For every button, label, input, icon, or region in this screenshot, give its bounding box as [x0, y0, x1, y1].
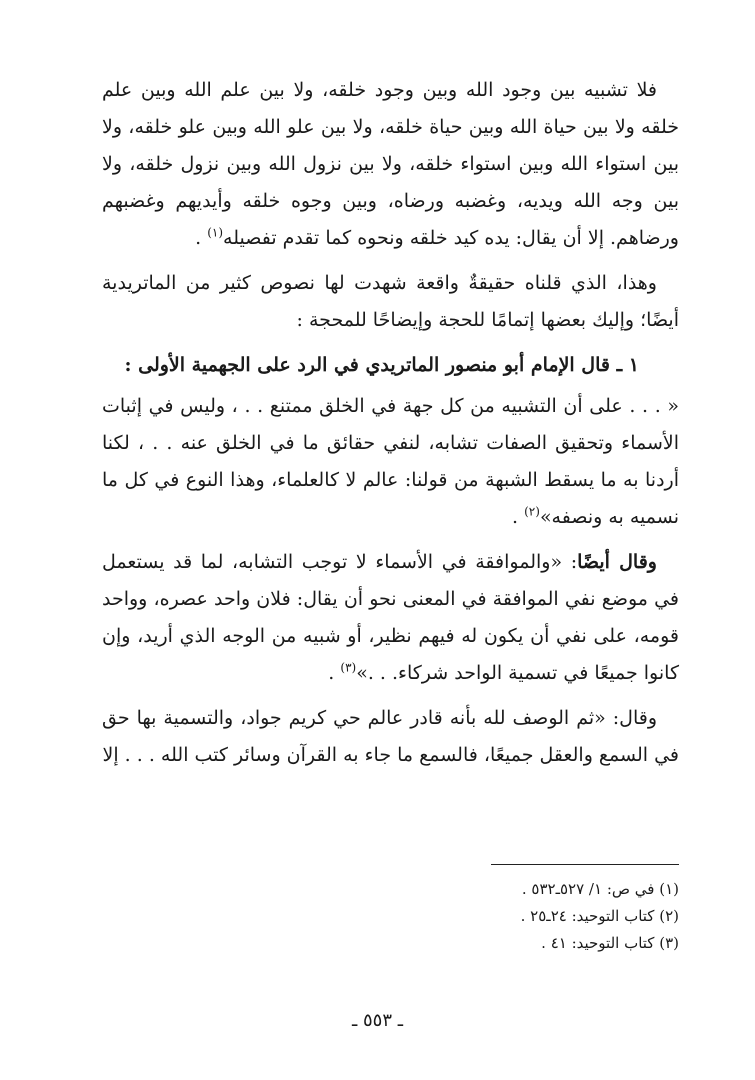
footnote-1: (١) في ص: ١/ ٥٢٧ـ٥٣٢ .: [521, 880, 679, 898]
paragraph-quote-1-end: .: [512, 506, 525, 528]
page-number: ـ ٥٥٣ ـ: [351, 1010, 403, 1031]
paragraph-2-text: وهذا، الذي قلناه حقيقةٌ واقعة شهدت لها نصوص كثير من الماتريدية أيضًا؛ وإليك بعضها إتمامًا للحجة وإيضاحًا للمحجة :: [102, 272, 679, 331]
footnote-separator: [491, 864, 679, 865]
paragraph-quote-1-text: « . . . على أن التشبيه من كل جهة في الخلق ممتنع . . ، وليس في إثبات الأسماء وتحقيق الصفات تشابه، لنفي حقائق ما في الخلق عنه . . ، لكنا أردنا به ما يسقط الشبهة من قولنا: عالم لا كالعلماء، وهذا النوع في كل ما نسميه به ونصفه»: [102, 395, 680, 528]
paragraph-quote-2-lead: وقال أيضًا: [577, 551, 657, 573]
paragraph-quote-2-end: .: [328, 662, 341, 684]
paragraph-2: [102, 265, 679, 339]
footnote-2: (٢) كتاب التوحيد: ٢٤ـ٢٥ .: [520, 907, 679, 925]
footnote-ref-3[interactable]: (٣): [340, 660, 357, 675]
section-heading: ١ ـ قال الإمام أبو منصور الماتريدي في الرد على الجهمية الأولى :: [124, 354, 639, 376]
footnote-ref-2[interactable]: (٢): [524, 504, 540, 519]
footnote-ref-1[interactable]: (١): [207, 225, 224, 240]
paragraph-quote-3: [102, 700, 679, 774]
paragraph-quote-2: [102, 544, 679, 692]
paragraph-1: [102, 72, 679, 257]
footnote-3: (٣) كتاب التوحيد: ٤١ .: [541, 934, 679, 952]
paragraph-quote-2-text: : «والموافقة في الأسماء لا توجب التشابه، لما قد يستعمل في موضع نفي الموافقة في المعنى نحو أن يقال: فلان واحد عصره، وواحد قومه، على نفي أن يكون له فيهم نظير، أو شبيه من الوجه الذي أريد، وإن كانوا جميعًا في تسمية الواحد شركاء. . .»: [102, 551, 679, 684]
paragraph-1-text: فلا تشبيه بين وجود الله وبين وجود خلقه، ولا بين علم الله وبين علم خلقه ولا بين حياة الله وبين حياة خلقه، ولا بين علو الله وبين علو خلقه، ولا بين استواء الله وبين استواء خلقه، ولا بين نزول الله وبين نزول خلقه، ولا بين وجه الله ويديه، وغضبه ورضاه، وبين وجوه خلقه وأيديهم وغضبهم ورضاهم. إلا أن يقال: يده كيد خلقه ونحوه كما تقدم تفصيله: [102, 79, 679, 249]
paragraph-quote-1: [102, 388, 679, 536]
paragraph-1-end: .: [195, 227, 208, 249]
footnotes: [99, 876, 679, 957]
paragraph-quote-3-text: وقال: «ثم الوصف لله بأنه قادر عالم حي كريم جواد، والتسمية بها حق في السمع والعقل جميعًا، فالسمع ما جاء به القرآن وسائر كتب الله . . . إلا: [102, 707, 679, 766]
